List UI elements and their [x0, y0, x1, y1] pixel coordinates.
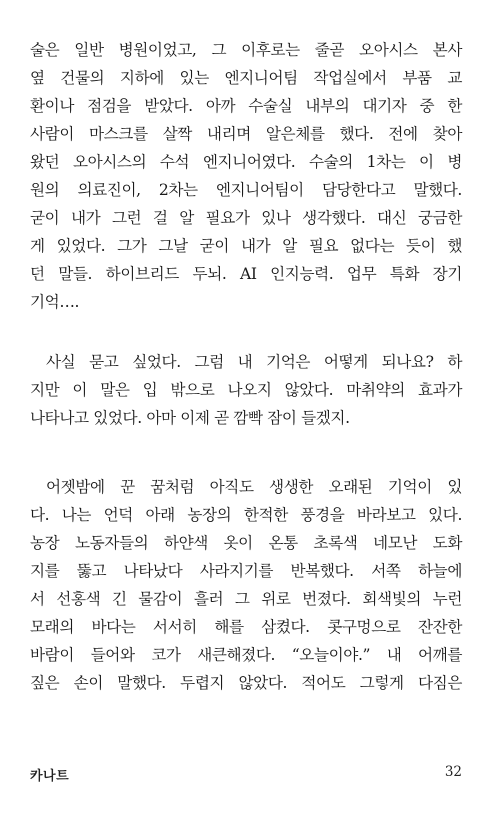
text-line: 사실 묻고 싶었다. 그럼 내 기억은 어떻게 되나요? 하 — [46, 353, 462, 371]
text-line: 원의 의료진이, 2차는 엔지니어팀이 담당한다고 말했다. — [30, 181, 462, 199]
text-line: 굳이 내가 그런 걸 알 필요가 있나 생각했다. 대신 궁금한 — [30, 209, 462, 227]
text-line: 던 말들. 하이브리드 두뇌. AI 인지능력. 업무 특화 장기 — [30, 265, 462, 283]
text-line: 모래의 바다는 서서히 해를 삼켰다. 콧구멍으로 잔잔한 — [30, 618, 462, 636]
text-line: 바람이 들어와 코가 새큰해졌다. “오늘이야.” 내 어깨를 — [30, 646, 462, 664]
text-line: 지만 이 말은 입 밖으로 나오지 않았다. 마취약의 효과가 — [30, 381, 462, 399]
text-line: 서 선홍색 긴 물감이 흘러 그 위로 번졌다. 회색빛의 누런 — [30, 590, 462, 608]
text-line: 다. 나는 언덕 아래 농장의 한적한 풍경을 바라보고 있다. — [30, 506, 462, 524]
text-line: 나타나고 있었다. 아마 이제 곧 깜빡 잠이 들겠지. — [30, 409, 350, 427]
text-line: 농장 노동자들의 하얀색 옷이 온통 초록색 네모난 도화 — [30, 534, 462, 552]
paragraph-2 — [30, 348, 462, 432]
text-line: 지를 뚫고 나타났다 사라지기를 반복했다. 서쪽 하늘에 — [30, 562, 462, 580]
text-line: 사람이 마스크를 살짝 내리며 알은체를 했다. 전에 찾아 — [30, 125, 462, 143]
text-line: 게 있었다. 그가 그날 굳이 내가 알 필요 없다는 듯이 했 — [30, 237, 462, 255]
text-line: 기억…. — [30, 293, 80, 311]
text-line: 짚은 손이 말했다. 두렵지 않았다. 적어도 그렇게 다짐은 — [30, 674, 462, 692]
text-line: 술은 일반 병원이었고, 그 이후로는 줄곧 오아시스 본사 — [30, 41, 462, 59]
text-line: 환이나 점검을 받았다. 아까 수술실 내부의 대기자 중 한 — [30, 97, 462, 115]
text-line: 옆 건물의 지하에 있는 엔지니어팀 작업실에서 부품 교 — [30, 69, 462, 87]
text-line: 왔던 오아시스의 수석 엔지니어였다. 수술의 1차는 이 병 — [30, 153, 462, 171]
text-line: 어젯밤에 꾼 꿈처럼 아직도 생생한 오래된 기억이 있 — [46, 478, 462, 496]
page-number: 32 — [444, 764, 462, 780]
paragraph-3 — [30, 473, 462, 697]
book-title: 카나트 — [30, 769, 70, 784]
paragraph-1 — [30, 36, 462, 316]
